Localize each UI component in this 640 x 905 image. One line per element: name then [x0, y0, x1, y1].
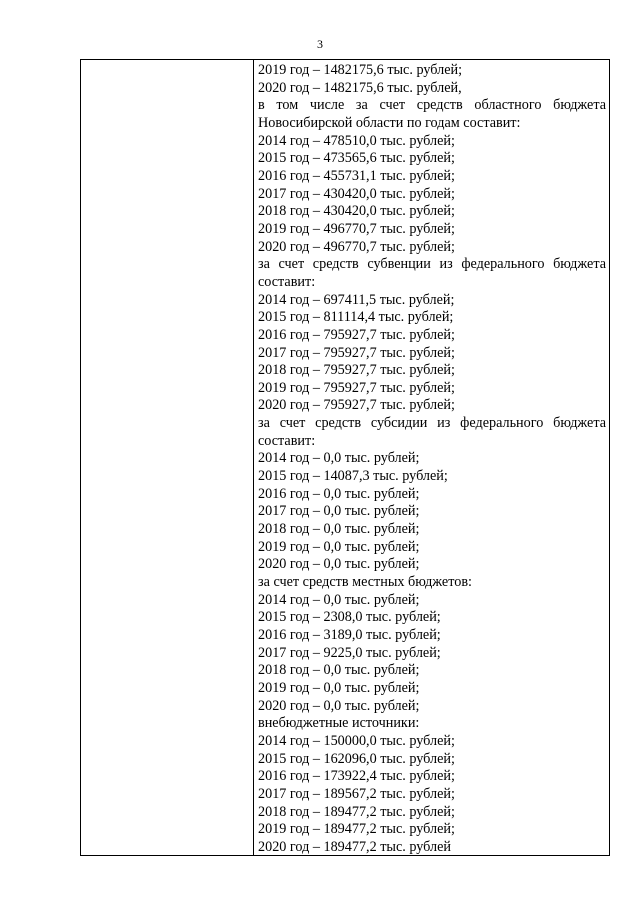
- text-line: 2015 год – 473565,6 тыс. рублей;: [258, 150, 455, 167]
- text-line: 2020 год – 0,0 тыс. рублей;: [258, 697, 420, 714]
- text-line: 2014 год – 0,0 тыс. рублей;: [258, 591, 420, 608]
- text-line: 2014 год – 150000,0 тыс. рублей;: [258, 732, 455, 749]
- text-line: 2017 год – 430420,0 тыс. рублей;: [258, 185, 455, 202]
- text-line: 2014 год – 478510,0 тыс. рублей;: [258, 132, 455, 149]
- text-line: за счет средств субсидии из федерального бюджета: [258, 415, 606, 432]
- text-line: 2016 год – 455731,1 тыс. рублей;: [258, 167, 455, 184]
- text-line: 2015 год – 2308,0 тыс. рублей;: [258, 609, 441, 626]
- text-line: 2019 год – 189477,2 тыс. рублей;: [258, 821, 455, 838]
- text-line: 2018 год – 0,0 тыс. рублей;: [258, 662, 420, 679]
- text-line: 2020 год – 0,0 тыс. рублей;: [258, 556, 420, 573]
- text-line: 2018 год – 430420,0 тыс. рублей;: [258, 203, 455, 220]
- text-line: за счет средств местных бюджетов:: [258, 574, 472, 591]
- text-line: составит:: [258, 432, 316, 449]
- text-line: Новосибирской области по годам составит:: [258, 114, 521, 131]
- text-line: 2016 год – 795927,7 тыс. рублей;: [258, 326, 455, 343]
- text-line: 2018 год – 189477,2 тыс. рублей;: [258, 803, 455, 820]
- text-line: за счет средств субвенции из федерального бюджета: [258, 256, 606, 273]
- text-line: 2019 год – 795927,7 тыс. рублей;: [258, 379, 455, 396]
- document-table: [80, 59, 610, 856]
- table-right-cell: [258, 62, 606, 857]
- text-line: 2020 год – 795927,7 тыс. рублей;: [258, 397, 455, 414]
- text-line: 2017 год – 795927,7 тыс. рублей;: [258, 344, 455, 361]
- text-line: 2017 год – 9225,0 тыс. рублей;: [258, 644, 441, 661]
- text-line: 2019 год – 0,0 тыс. рублей;: [258, 538, 420, 555]
- text-line: 2014 год – 697411,5 тыс. рублей;: [258, 291, 455, 308]
- text-line: 2015 год – 811114,4 тыс. рублей;: [258, 309, 454, 326]
- text-line: 2016 год – 173922,4 тыс. рублей;: [258, 768, 455, 785]
- text-line: 2014 год – 0,0 тыс. рублей;: [258, 450, 420, 467]
- text-line: 2019 год – 1482175,6 тыс. рублей;: [258, 62, 463, 78]
- text-line: 2017 год – 189567,2 тыс. рублей;: [258, 785, 455, 802]
- text-line: 2020 год – 189477,2 тыс. рублей: [258, 838, 451, 855]
- page-number: 3: [317, 37, 323, 51]
- text-line: 2015 год – 162096,0 тыс. рублей;: [258, 750, 455, 767]
- text-line: 2018 год – 0,0 тыс. рублей;: [258, 521, 420, 538]
- column-divider: [253, 60, 254, 855]
- text-line: 2016 год – 3189,0 тыс. рублей;: [258, 627, 441, 643]
- text-line: внебюджетные источники:: [258, 715, 420, 732]
- text-line: 2017 год – 0,0 тыс. рублей;: [258, 503, 420, 520]
- text-line: составит:: [258, 273, 316, 290]
- text-line: 2019 год – 496770,7 тыс. рублей;: [258, 220, 455, 237]
- text-line: 2019 год – 0,0 тыс. рублей;: [258, 679, 420, 696]
- text-line: в том числе за счет средств областного бюджета: [258, 97, 606, 114]
- text-line: 2018 год – 795927,7 тыс. рублей;: [258, 362, 455, 379]
- text-line: 2016 год – 0,0 тыс. рублей;: [258, 485, 420, 502]
- text-line: 2020 год – 1482175,6 тыс. рублей,: [258, 79, 462, 96]
- text-line: 2015 год – 14087,3 тыс. рублей;: [258, 468, 448, 485]
- text-line: 2020 год – 496770,7 тыс. рублей;: [258, 238, 455, 255]
